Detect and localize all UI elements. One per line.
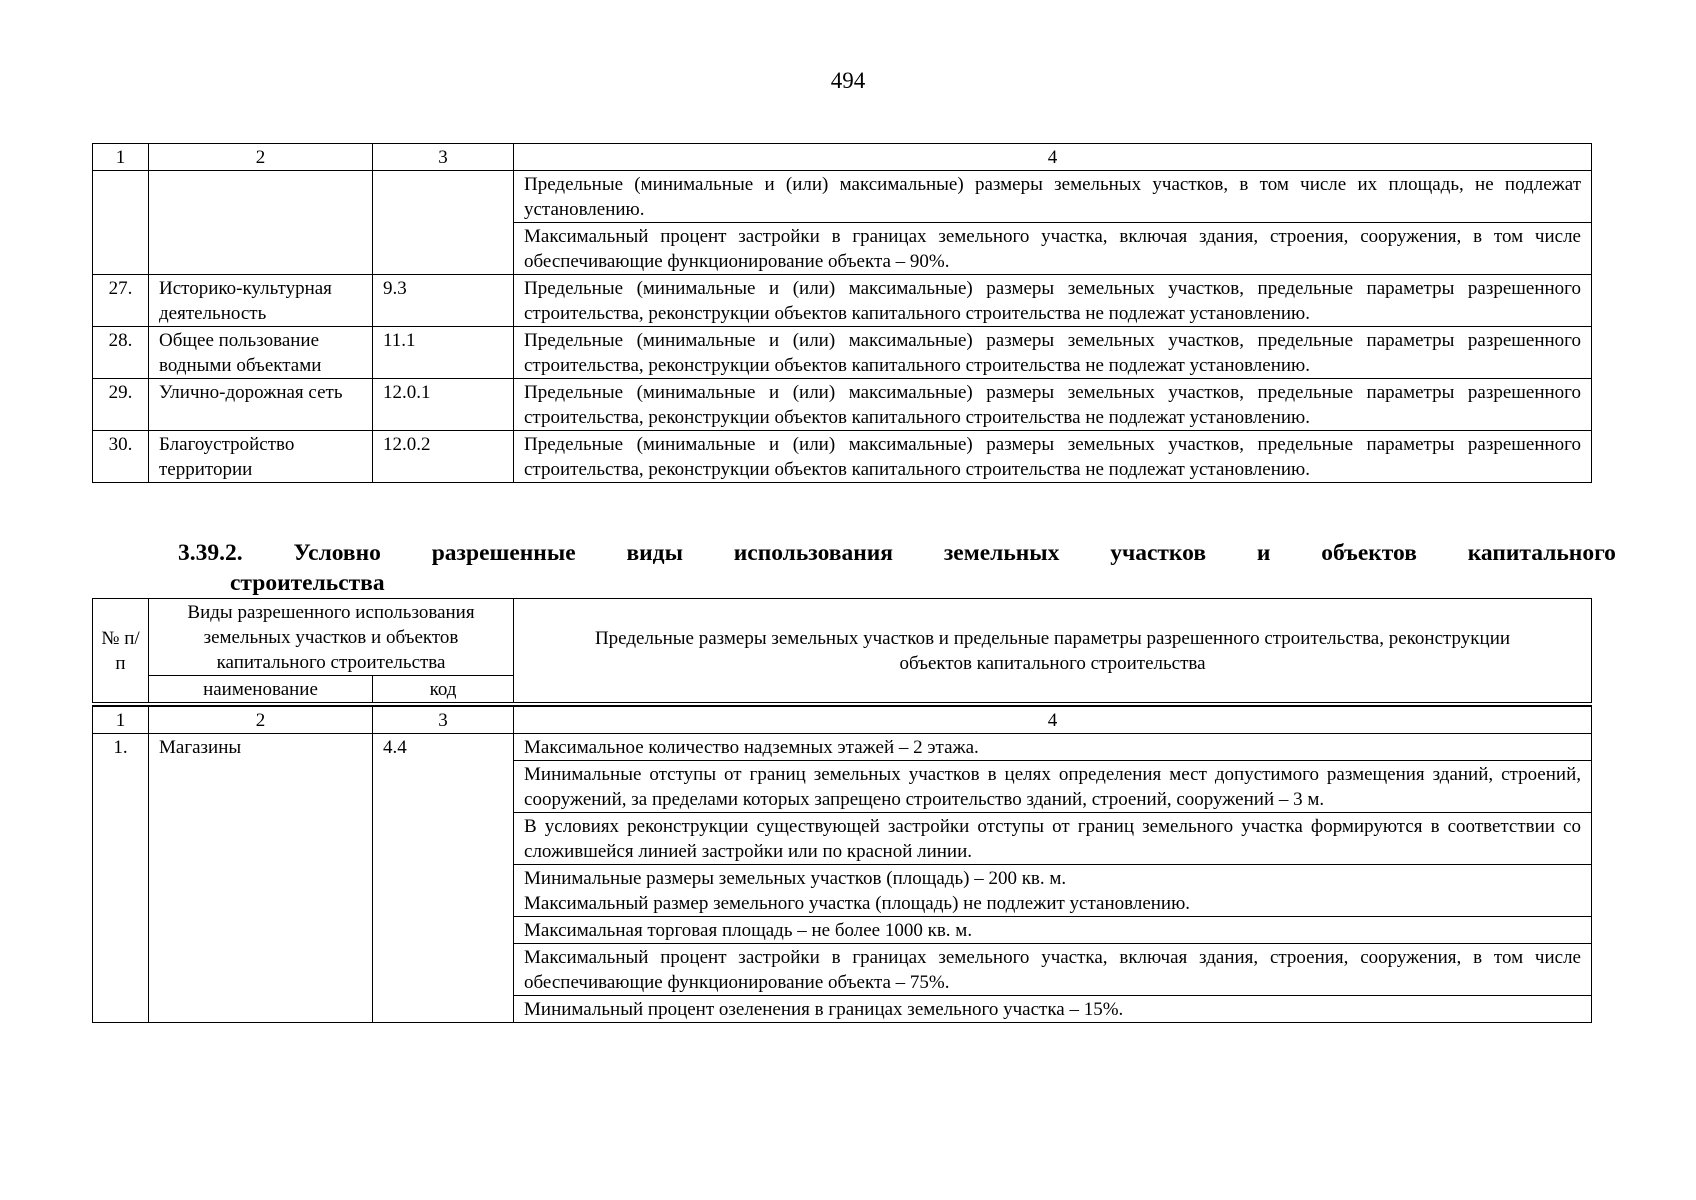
- header-code: код: [373, 676, 514, 705]
- section-heading-line2: строительства: [230, 570, 385, 596]
- heading-word: использования: [733, 540, 894, 566]
- column-number: 1: [93, 144, 149, 171]
- column-number: 3: [373, 707, 514, 734]
- params-cell: Предельные (минимальные и (или) максимальные) размеры земельных участков, предельные параметры разрешенного строительства, реконструкции объектов капитального строительства не подлежат установлению.: [514, 379, 1592, 431]
- heading-word: участков: [1110, 540, 1207, 566]
- header-params: Предельные размеры земельных участков и предельные параметры разрешенного строительства, реконструкции объектов капитального строительства: [514, 599, 1592, 705]
- params-cell: Минимальные отступы от границ земельных участков в целях определения мест допустимого размещения зданий, строений, сооружений, за пределами которых запрещено строительство зданий, строений, сооружений – 3 м.: [514, 761, 1592, 813]
- section-number: 3.39.2.: [178, 540, 243, 566]
- use-code: 11.1: [373, 327, 514, 379]
- conditional-use-table: [92, 598, 1592, 1023]
- params-cell: В условиях реконструкции существующей застройки отступы от границ земельного участка формируются в соответствии со сложившейся линией застройки или по красной линии.: [514, 813, 1592, 865]
- empty-cell: [93, 171, 149, 275]
- column-number-row: [93, 144, 1592, 171]
- column-number: 3: [373, 144, 514, 171]
- table-row: [93, 275, 1592, 327]
- row-number: 1.: [93, 734, 149, 1023]
- page-number: 494: [830, 68, 866, 93]
- column-number: 2: [149, 707, 373, 734]
- column-number: 1: [93, 707, 149, 734]
- params-cell: Максимальное количество надземных этажей – 2 этажа.: [514, 734, 1592, 761]
- table-row: [93, 327, 1592, 379]
- row-number: 28.: [93, 327, 149, 379]
- column-number: 2: [149, 144, 373, 171]
- params-cell: [514, 865, 1592, 917]
- column-number-row: [93, 707, 1592, 734]
- table-row: [93, 431, 1592, 483]
- land-use-table-continuation: [92, 143, 1592, 483]
- params-cell: Максимальный процент застройки в границах земельного участка, включая здания, строения, сооружения, в том числе обеспечивающие функционирование объекта – 75%.: [514, 944, 1592, 996]
- heading-word: виды: [626, 540, 683, 566]
- empty-cell: [373, 171, 514, 275]
- use-code: 9.3: [373, 275, 514, 327]
- section-heading-line1: [178, 538, 1616, 568]
- params-cell: Предельные (минимальные и (или) максимальные) размеры земельных участков, предельные параметры разрешенного строительства, реконструкции объектов капитального строительства не подлежат установлению.: [514, 275, 1592, 327]
- use-code: 4.4: [373, 734, 514, 1023]
- heading-word: Условно: [293, 540, 381, 566]
- params-line: Максимальный размер земельного участка (площадь) не подлежит установлению.: [524, 893, 1191, 914]
- params-cell: Максимальная торговая площадь – не более 1000 кв. м.: [514, 917, 1592, 944]
- header-types: Виды разрешенного использования земельных участков и объектов капитального строительства: [149, 599, 514, 676]
- use-name: Улично-дорожная сеть: [149, 379, 373, 431]
- params-cell: Минимальный процент озеленения в границах земельного участка – 15%.: [514, 996, 1592, 1023]
- heading-word: объектов: [1321, 540, 1417, 566]
- params-cell: Предельные (минимальные и (или) максимальные) размеры земельных участков, в том числе их площадь, не подлежат установлению.: [514, 171, 1592, 223]
- row-number: 27.: [93, 275, 149, 327]
- params-cell: Предельные (минимальные и (или) максимальные) размеры земельных участков, предельные параметры разрешенного строительства, реконструкции объектов капитального строительства не подлежат установлению.: [514, 431, 1592, 483]
- params-cell: Предельные (минимальные и (или) максимальные) размеры земельных участков, предельные параметры разрешенного строительства, реконструкции объектов капитального строительства не подлежат установлению.: [514, 327, 1592, 379]
- heading-word: разрешенные: [431, 540, 576, 566]
- params-line: Минимальные размеры земельных участков (площадь) – 200 кв. м.: [524, 868, 1067, 889]
- use-name: Благоустройство территории: [149, 431, 373, 483]
- use-code: 12.0.1: [373, 379, 514, 431]
- table-row: [93, 734, 1592, 761]
- column-number: 4: [514, 707, 1592, 734]
- section-heading: [178, 538, 1616, 598]
- empty-cell: [149, 171, 373, 275]
- use-name: Магазины: [149, 734, 373, 1023]
- row-number: 29.: [93, 379, 149, 431]
- params-cell: Максимальный процент застройки в границах земельного участка, включая здания, строения, сооружения, в том числе обеспечивающие функционирование объекта – 90%.: [514, 223, 1592, 275]
- use-name: Общее пользование водными объектами: [149, 327, 373, 379]
- table-row: [93, 171, 1592, 223]
- use-name: Историко-культурная деятельность: [149, 275, 373, 327]
- use-code: 12.0.2: [373, 431, 514, 483]
- heading-word: капитального: [1467, 540, 1616, 566]
- header-num: № п/п: [93, 599, 149, 705]
- table-row: [93, 379, 1592, 431]
- row-number: 30.: [93, 431, 149, 483]
- column-number: 4: [514, 144, 1592, 171]
- heading-word: и: [1256, 540, 1271, 566]
- table-header-row: [93, 599, 1592, 676]
- header-name: наименование: [149, 676, 373, 705]
- heading-word: земельных: [943, 540, 1060, 566]
